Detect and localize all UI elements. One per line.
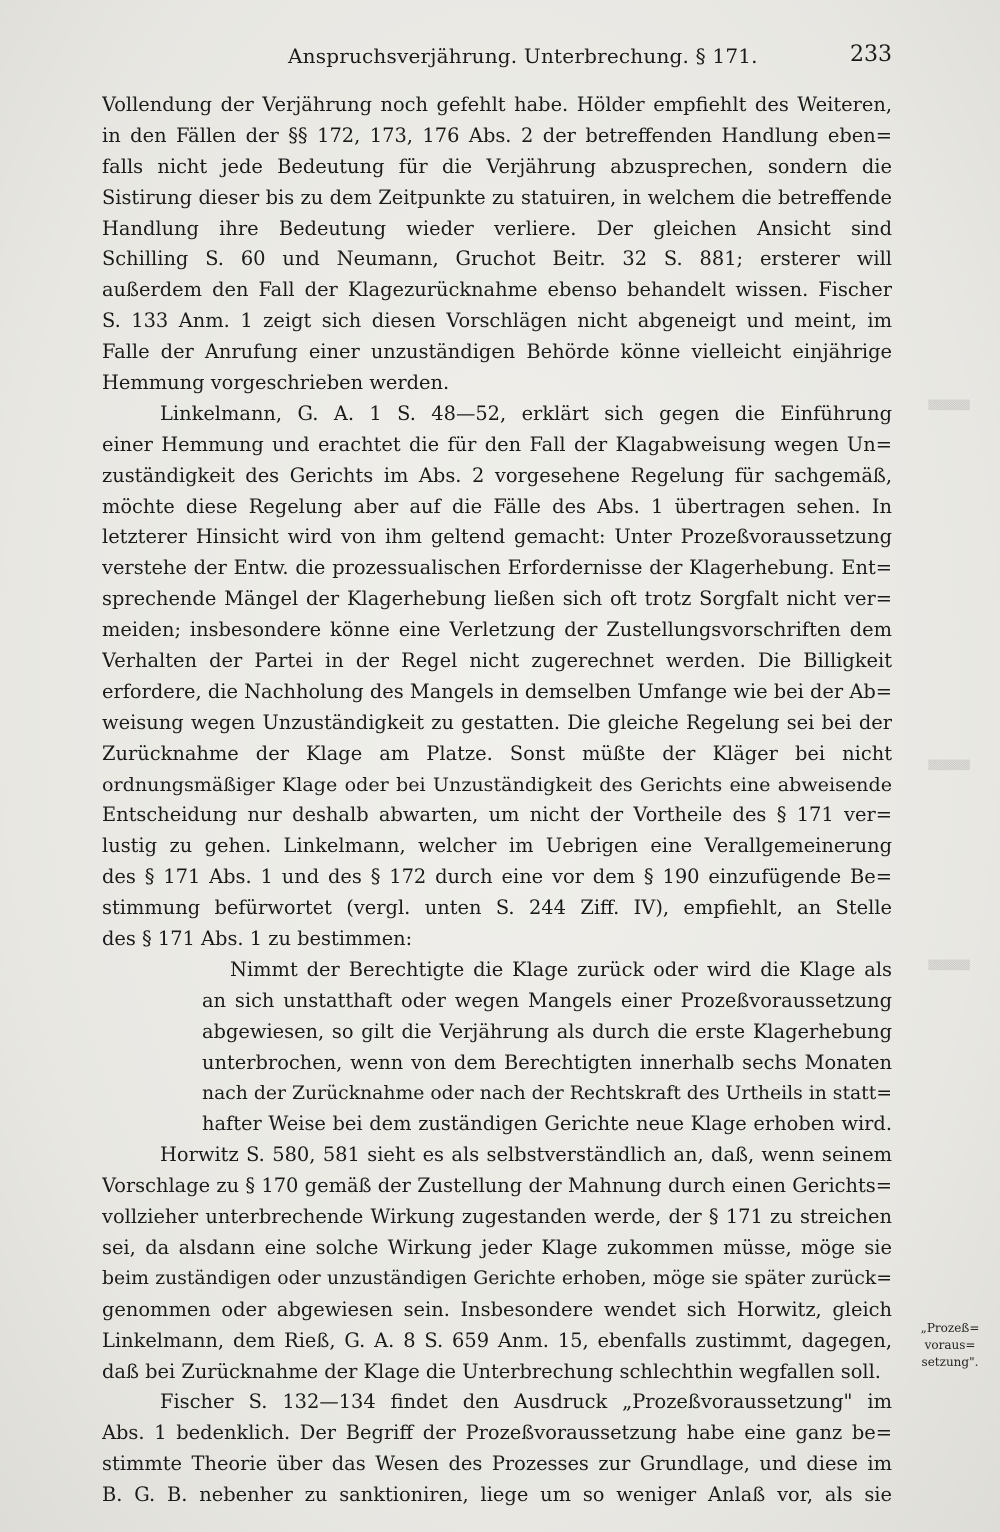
text-line: vollzieher unterbrechende Wirkung zugestanden werde, der § 171 zu streichen: [102, 1205, 892, 1229]
quote-line: hafter Weise bei dem zuständigen Gerichte neue Klage erhoben wird.: [202, 1112, 892, 1136]
text-line: sei, da alsdann eine solche Wirkung jeder Klage zukommen müsse, möge sie: [102, 1235, 892, 1259]
text-line: stimmung befürwortet (vergl. unten S. 244 Ziff. IV), empfiehlt, an Stelle: [102, 896, 892, 920]
marginal-note: [904, 1320, 996, 1371]
text-line: einer Hemmung und erachtet die für den Fall der Klagabweisung wegen Un=: [102, 432, 892, 456]
text-line: beim zuständigen oder unzuständigen Gerichte erhoben, möge sie später zurück=: [102, 1267, 892, 1289]
text-line: lustig zu gehen. Linkelmann, welcher im Uebrigen eine Verallgemeinerung: [102, 834, 892, 858]
marginal-note-line: voraus=: [924, 1338, 976, 1352]
text-line: Abs. 1 bedenklich. Der Begriff der Prozeßvoraussetzung habe eine ganz be=: [102, 1421, 892, 1445]
text-line: genommen oder abgewiesen sein. Insbesondere wendet sich Horwitz, gleich: [102, 1297, 892, 1321]
text-line: S. 133 Anm. 1 zeigt sich diesen Vorschlägen nicht abgeneigt und meint, im: [102, 309, 892, 333]
text-line: weisung wegen Unzuständigkeit zu gestatten. Die gleiche Regelung sei bei der: [102, 710, 892, 734]
marginal-note-line: setzung".: [921, 1355, 979, 1369]
text-line: Linkelmann, dem Rieß, G. A. 8 S. 659 Anm. 15, ebenfalls zustimmt, dagegen,: [102, 1328, 892, 1352]
running-header: [102, 40, 892, 74]
text-line: letzterer Hinsicht wird von ihm geltend gemacht: Unter Prozeßvoraussetzung: [102, 525, 892, 549]
text-line: ordnungsmäßiger Klage oder bei Unzuständigkeit des Gerichts eine abweisende: [102, 772, 892, 796]
running-title: Anspruchsverjährung. Unterbrechung. § 171.: [288, 44, 758, 68]
text-line: Sistirung dieser bis zu dem Zeitpunkte zu statuiren, in welchem die betreffende: [102, 185, 892, 209]
text-line: Linkelmann, G. A. 1 S. 48—52, erklärt sich gegen die Einführung: [160, 401, 892, 425]
text-line: Entscheidung nur deshalb abwarten, um nicht der Vortheile des § 171 ver=: [102, 803, 892, 827]
text-line: möchte diese Regelung aber auf die Fälle des Abs. 1 übertragen sehen. In: [102, 494, 892, 518]
bleed-through-mark: ▒▒▒▒▒▒: [928, 401, 970, 411]
text-line: falls nicht jede Bedeutung für die Verjährung abzusprechen, sondern die: [102, 154, 892, 178]
text-line: zuständigkeit des Gerichts im Abs. 2 vorgesehene Regelung für sachgemäß,: [102, 463, 892, 487]
text-line: sprechende Mängel der Klagerhebung ließen sich oft trotz Sorgfalt nicht ver=: [102, 587, 892, 611]
text-line: des § 171 Abs. 1 und des § 172 durch eine vor dem § 190 einzufügende Be=: [102, 865, 892, 889]
text-line: B. G. B. nebenher zu sanktioniren, liege um so weniger Anlaß vor, als sie: [102, 1483, 892, 1507]
page-number: 233: [850, 42, 892, 67]
text-line: Falle der Anrufung einer unzuständigen Behörde könne vielleicht einjährige: [102, 340, 892, 364]
text-line: Handlung ihre Bedeutung wieder verliere. Der gleichen Ansicht sind: [102, 216, 892, 240]
text-line: Vorschlage zu § 170 gemäß der Zustellung der Mahnung durch einen Gerichts=: [102, 1174, 892, 1198]
quote-line: nach der Zurücknahme oder nach der Rechtskraft des Urtheils in statt=: [202, 1082, 892, 1104]
text-line: in den Fällen der §§ 172, 173, 176 Abs. 2 der betreffenden Handlung eben=: [102, 123, 892, 147]
text-line: Vollendung der Verjährung noch gefehlt habe. Hölder empfiehlt des Weiteren,: [102, 93, 892, 116]
text-line: erfordere, die Nachholung des Mangels in demselben Umfange wie bei der Ab=: [102, 679, 892, 703]
text-line: Horwitz S. 580, 581 sieht es als selbstverständlich an, daß, wenn seinem: [160, 1143, 892, 1167]
text-line: meiden; insbesondere könne eine Verletzung der Zustellungsvorschriften dem: [102, 618, 892, 642]
text-line: Fischer S. 132—134 findet den Ausdruck „Prozeßvoraussetzung" im: [160, 1390, 892, 1414]
body-text: [102, 90, 892, 1511]
marginal-note-line: „Prozeß=: [920, 1321, 980, 1335]
text-line: Zurücknahme der Klage am Platze. Sonst müßte der Kläger bei nicht: [102, 741, 892, 765]
text-line: Schilling S. 60 und Neumann, Gruchot Beitr. 32 S. 881; ersterer will: [102, 247, 892, 271]
bleed-through-mark: ▒▒▒▒▒▒: [928, 761, 970, 771]
text-line: verstehe der Entw. die prozessualischen Erfordernisse der Klagerhebung. Ent=: [102, 556, 892, 580]
quote-line: Nimmt der Berechtigte die Klage zurück oder wird die Klage als: [230, 957, 892, 981]
text-line: stimmte Theorie über das Wesen des Prozesses zur Grundlage, und diese im: [102, 1452, 892, 1476]
quote-line: unterbrochen, wenn von dem Berechtigten innerhalb sechs Monaten: [202, 1050, 892, 1074]
quote-line: abgewiesen, so gilt die Verjährung als durch die erste Klagerhebung: [202, 1019, 892, 1043]
text-line: Verhalten der Partei in der Regel nicht zugerechnet werden. Die Billigkeit: [102, 649, 892, 673]
text-line: außerdem den Fall der Klagezurücknahme ebenso behandelt wissen. Fischer: [102, 278, 892, 302]
text-line: des § 171 Abs. 1 zu bestimmen:: [102, 927, 413, 951]
text-line: daß bei Zurücknahme der Klage die Unterbrechung schlechthin wegfallen soll.: [102, 1359, 881, 1383]
bleed-through-mark: ▒▒▒▒▒▒: [928, 961, 970, 971]
quote-line: an sich unstatthaft oder wegen Mangels einer Prozeßvoraussetzung: [202, 988, 892, 1012]
text-line: Hemmung vorgeschrieben werden.: [102, 371, 450, 395]
